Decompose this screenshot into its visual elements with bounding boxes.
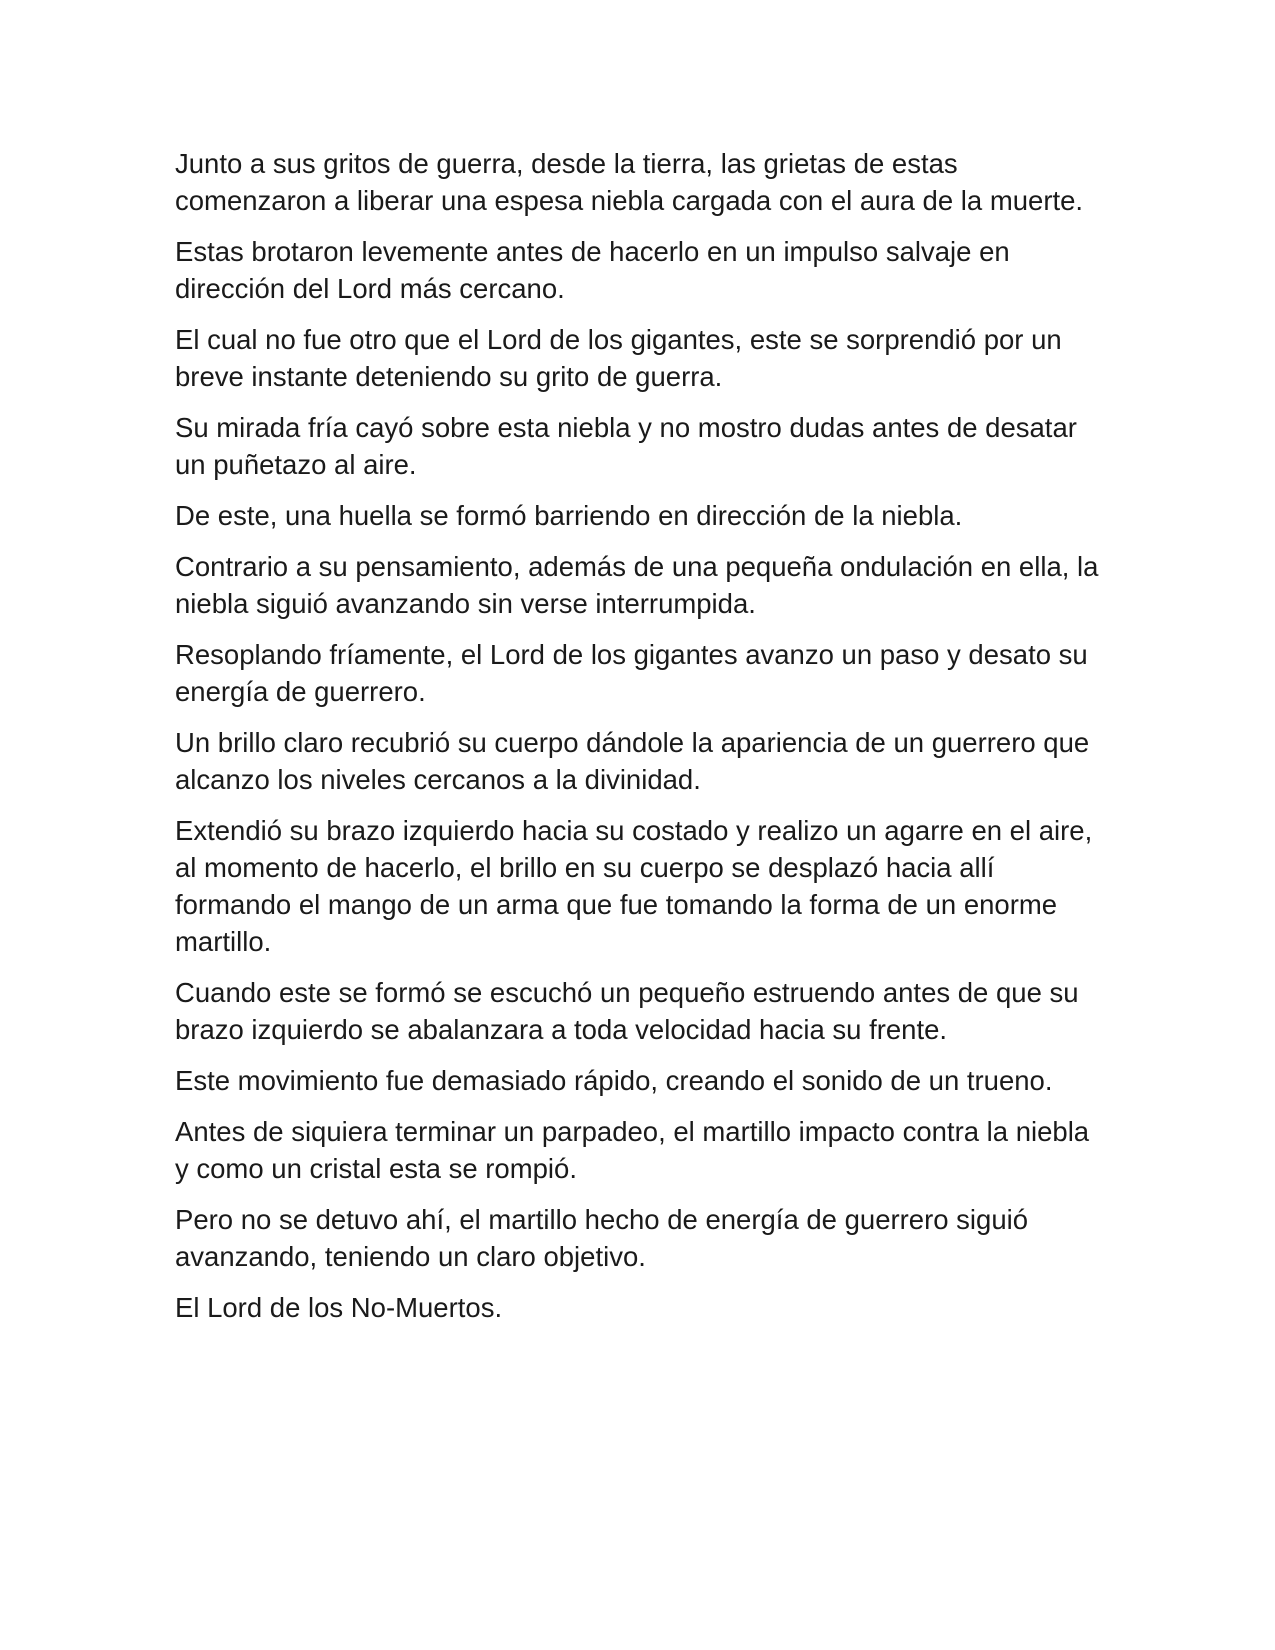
paragraph: Este movimiento fue demasiado rápido, creando el sonido de un trueno. bbox=[175, 1065, 1053, 1096]
paragraph: Estas brotaron levemente antes de hacerlo en un impulso salvaje en dirección del Lord más cercano. bbox=[175, 236, 1010, 304]
paragraph: Un brillo claro recubrió su cuerpo dándole la apariencia de un guerrero que alcanzo los niveles cercanos a la divinidad. bbox=[175, 727, 1090, 795]
paragraph: El Lord de los No-Muertos. bbox=[175, 1292, 503, 1323]
paragraph: Contrario a su pensamiento, además de una pequeña ondulación en ella, la niebla siguió avanzando sin verse interrumpida. bbox=[175, 551, 1099, 619]
paragraph: Junto a sus gritos de guerra, desde la tierra, las grietas de estas comenzaron a liberar una espesa niebla cargada con el aura de la muerte. bbox=[175, 148, 1084, 216]
paragraph: Su mirada fría cayó sobre esta niebla y no mostro dudas antes de desatar un puñetazo al aire. bbox=[175, 412, 1077, 480]
paragraph: Resoplando fríamente, el Lord de los gigantes avanzo un paso y desato su energía de guerrero. bbox=[175, 639, 1088, 707]
paragraph: El cual no fue otro que el Lord de los gigantes, este se sorprendió por un breve instante deteniendo su grito de guerra. bbox=[175, 324, 1062, 392]
paragraph: Antes de siquiera terminar un parpadeo, el martillo impacto contra la niebla y como un cristal esta se rompió. bbox=[175, 1116, 1090, 1184]
paragraph: Cuando este se formó se escuchó un pequeño estruendo antes de que su brazo izquierdo se abalanzara a toda velocidad hacia su frente. bbox=[175, 977, 1079, 1045]
document-body bbox=[175, 145, 1105, 1340]
paragraph: Pero no se detuvo ahí, el martillo hecho de energía de guerrero siguió avanzando, teniendo un claro objetivo. bbox=[175, 1204, 1029, 1272]
paragraph: De este, una huella se formó barriendo en dirección de la niebla. bbox=[175, 500, 963, 531]
paragraph: Extendió su brazo izquierdo hacia su costado y realizo un agarre en el aire, al momento de hacerlo, el brillo en su cuerpo se desplazó hacia allí formando el mango de un arma que fue tomando la forma de un enorme martillo. bbox=[175, 815, 1093, 957]
